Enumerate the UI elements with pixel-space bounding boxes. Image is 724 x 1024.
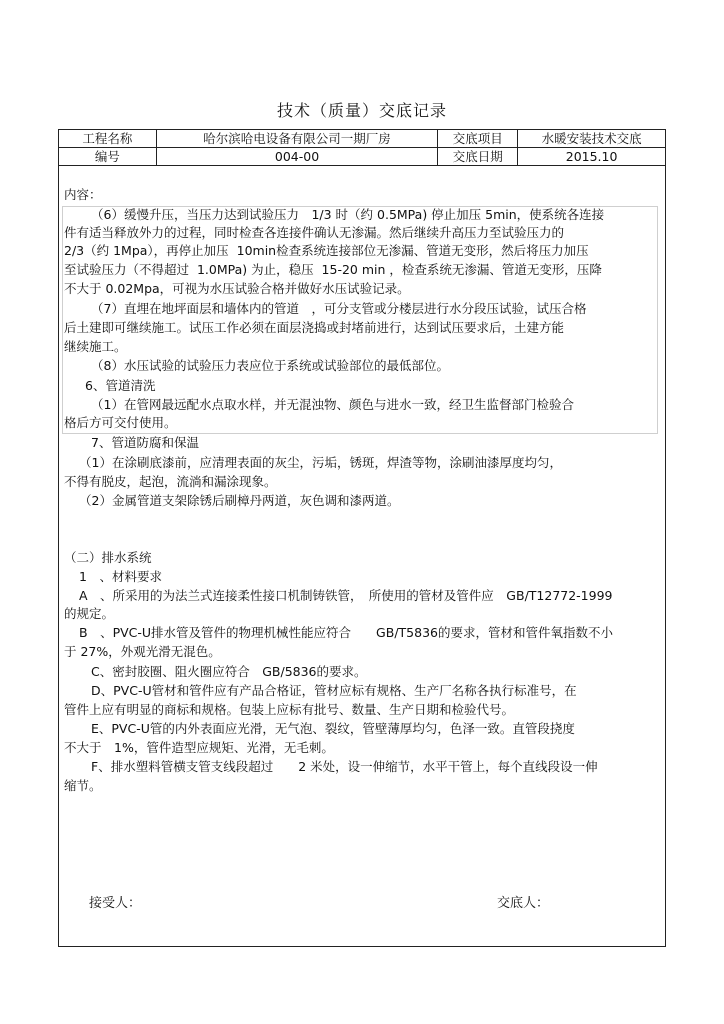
- content-line: （6）缓慢升压，当压力达到试验压力 1/3 时（约 0.5MPa) 停止加压 5min，使系统各连接: [91, 207, 605, 222]
- content-line: 2/3（约 1Mpa），再停止加压 10min检查系统连接部位无渗漏、管道无变形，然后将压力加压: [64, 243, 589, 258]
- content-line: B 、PVC-U排水管及管件的物理机械性能应符合 GB/T5836的要求，管材和管件氧指数不小: [79, 625, 613, 640]
- content-line: 至试验压力（不得超过 1.0MPa) 为止，稳压 15-20 min ，检查系统无渗漏、管道无变形，压降: [64, 262, 602, 277]
- header-table: [58, 129, 666, 166]
- date-value: 2015.10: [518, 148, 666, 166]
- content-line: F、排水塑料管横支管支线段超过 2 米处，设一伸缩节，水平干管上，每个直线段设一伸: [91, 759, 598, 774]
- content-line: A 、所采用的为法兰式连接柔性接口机制铸铁管， 所使用的管材及管件应 GB/T12772-1999: [79, 588, 613, 603]
- content-line: （2）金属管道支架除锈后刷樟丹两道，灰色调和漆两道。: [79, 493, 400, 508]
- date-label: 交底日期: [438, 148, 518, 166]
- receiver-label: 接受人：: [89, 896, 142, 911]
- content-line: 不大于 1%，管件造型应规矩、光滑，无毛刺。: [64, 740, 334, 755]
- content-line: 件有适当释放外力的过程，同时检查各连接件确认无渗漏。然后继续升高压力至试验压力的: [64, 225, 565, 240]
- content-line: 1 、材料要求: [79, 569, 162, 584]
- content-line: 于 27%，外观光滑无混色。: [64, 644, 221, 659]
- content-line: 继续施工。: [64, 339, 127, 354]
- content-line: 管件上应有明显的商标和规格。包装上应标有批号、数量、生产日期和检验代号。: [64, 702, 515, 717]
- content-line: 不大于 0.02Mpa，可视为水压试验合格并做好水压试验记录。: [64, 281, 410, 296]
- content-line: （二）排水系统: [64, 550, 152, 565]
- content-line: 后土建即可继续施工。试压工作必须在面层浇捣或封堵前进行，达到试压要求后，土建方能: [64, 320, 565, 335]
- number-label: 编号: [59, 148, 157, 166]
- content-line: 的规定。: [64, 606, 115, 621]
- content-line: D、PVC-U管材和管件应有产品合格证，管材应标有规格、生产厂名称各执行标准号，在: [91, 683, 577, 698]
- content-line: C、密封胶圈、阻火圈应符合 GB/5836的要求。: [91, 664, 367, 679]
- content-line: （7）直埋在地坪面层和墙体内的管道 ，可分支管或分楼层进行水分段压试验，试压合格: [91, 301, 587, 316]
- content-line: （1）在管网最远配水点取水样，并无混浊物、颜色与进水一致，经卫生监督部门检验合: [91, 397, 574, 412]
- content-line: 内容：: [64, 187, 102, 202]
- header-row-project: [59, 130, 666, 148]
- number-value: 004-00: [156, 148, 438, 166]
- issuer-label: 交底人：: [497, 896, 550, 911]
- content-line: （1）在涂刷底漆前，应清理表面的灰尘，污垢，锈斑，焊渣等物，涂刷油漆厚度均匀，: [79, 455, 562, 470]
- content-line: （8）水压试验的试验压力表应位于系统或试验部位的最低部位。: [91, 358, 449, 373]
- item-value: 水暖安装技术交底: [518, 130, 666, 148]
- content-line: E、PVC-U管的内外表面应光滑，无气泡、裂纹，管壁薄厚均匀，色泽一致。直管段挠度: [91, 721, 575, 736]
- page-title: 技术（质量）交底记录: [276, 101, 447, 120]
- project-value: 哈尔滨哈电设备有限公司一期厂房: [156, 130, 438, 148]
- content-line: 格后方可交付使用。: [64, 415, 177, 430]
- content-line: 7、管道防腐和保温: [91, 435, 199, 450]
- content-line: 缩节。: [64, 778, 102, 793]
- header-row-number: [59, 148, 666, 166]
- content-line: 不得有脱皮，起泡，流淌和漏涂现象。: [64, 474, 277, 489]
- content-line: 6、管道清洗: [85, 378, 156, 393]
- project-label: 工程名称: [59, 130, 157, 148]
- item-label: 交底项目: [438, 130, 518, 148]
